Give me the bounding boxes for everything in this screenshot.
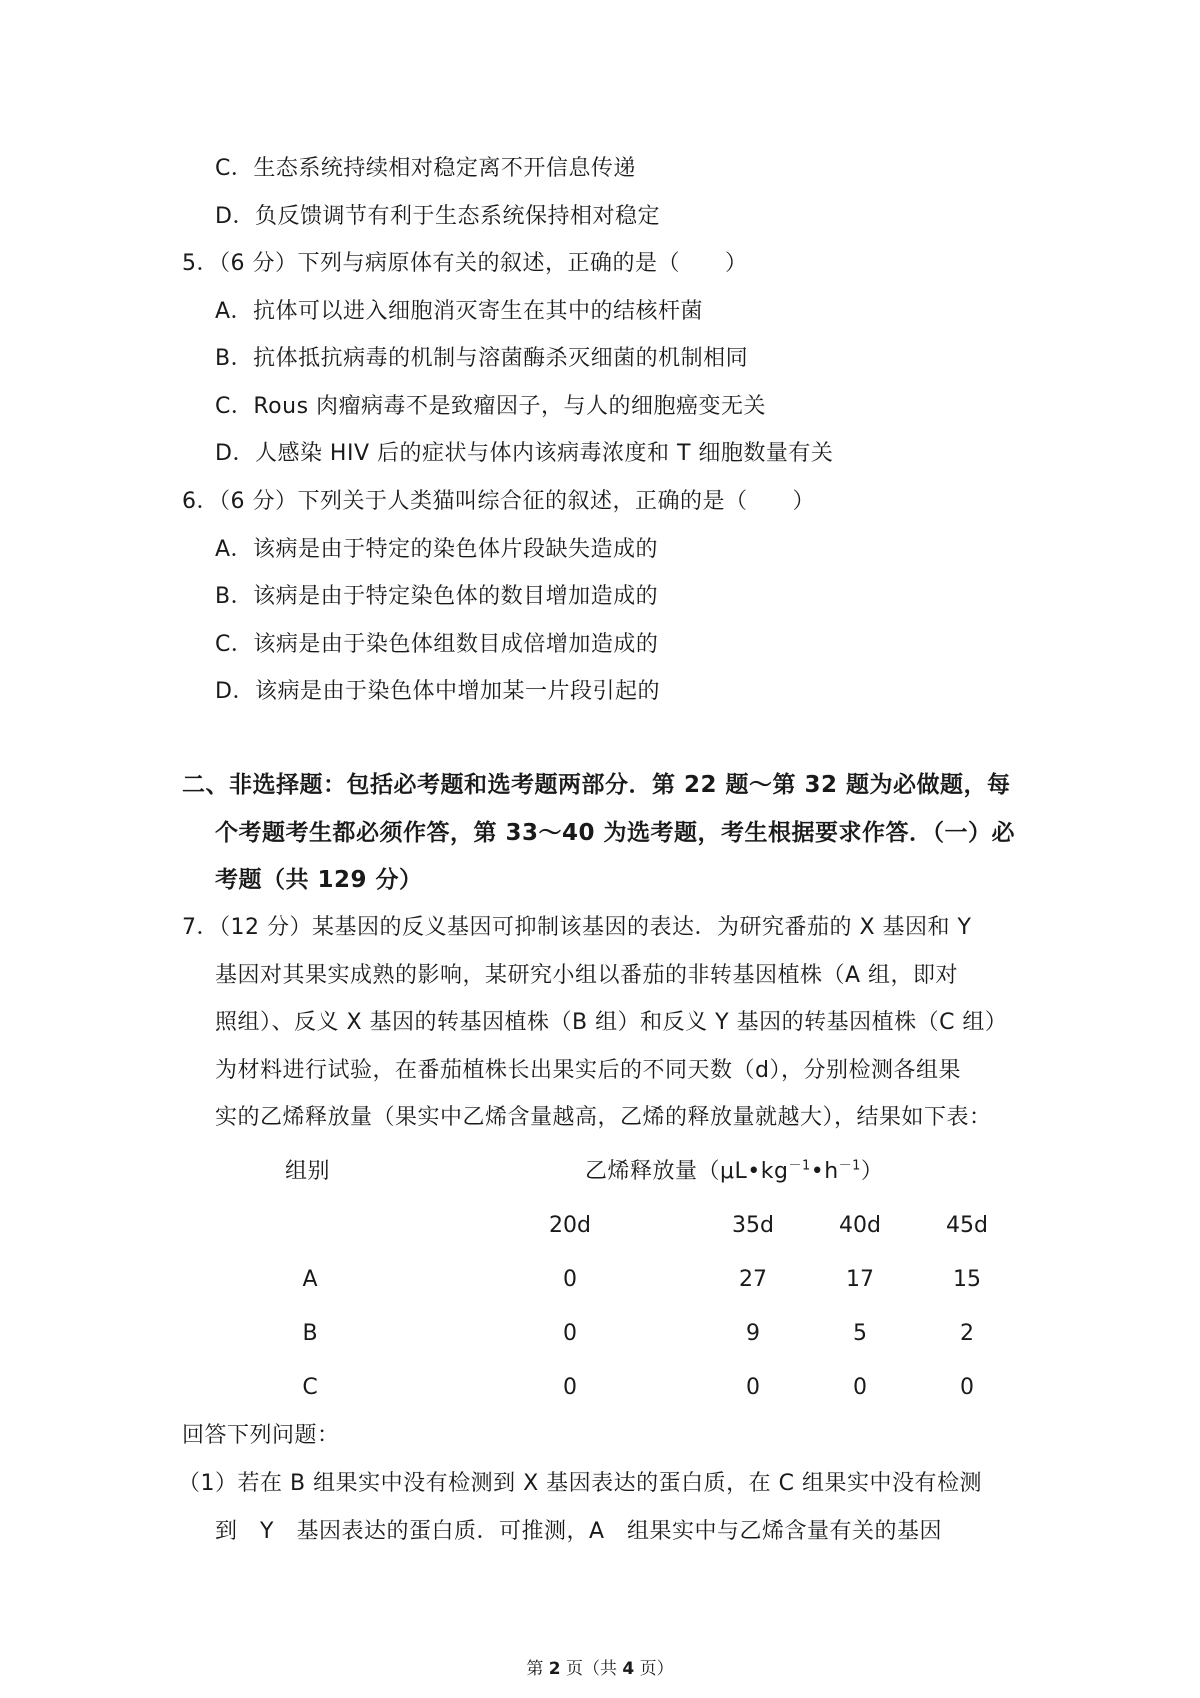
q7-line1: 7．（12 分）某基因的反义基因可抑制该基因的表达．为研究番茄的 X 基因和 Y — [182, 915, 972, 940]
q7-sub1-line2: 到 Y 基因表达的蛋白质．可推测，A 组果实中与乙烯含量有关的基因 — [215, 1519, 942, 1544]
q6-option-a: A．该病是由于特定的染色体片段缺失造成的 — [215, 537, 659, 562]
q7-line2: 基因对其果实成熟的影响，某研究小组以番茄的非转基因植株（A 组，即对 — [215, 963, 959, 988]
q7-line3: 照组）、反义 X 基因的转基因植株（B 组）和反义 Y 基因的转基因植株（C 组） — [215, 1010, 1008, 1035]
table-header-group: 组别 — [285, 1159, 331, 1184]
table-cell: 0 — [746, 1375, 760, 1400]
table-day-header: 40d — [839, 1213, 881, 1238]
q5-option-a: A．抗体可以进入细胞消灭寄生在其中的结核杆菌 — [215, 299, 704, 324]
table-row-group: C — [302, 1375, 318, 1400]
table-cell: 2 — [960, 1321, 974, 1346]
answer-intro: 回答下列问题： — [182, 1423, 340, 1448]
table-cell: 0 — [853, 1375, 867, 1400]
table-cell: 0 — [563, 1267, 577, 1292]
table-day-header: 45d — [946, 1213, 988, 1238]
table-header-measure: 乙烯释放量$(\mu L•kg^{-1}•h^{-1})$ — [585, 1158, 884, 1184]
table-day-header: 20d — [549, 1213, 591, 1238]
table-cell: 0 — [563, 1321, 577, 1346]
table-day-header: 35d — [732, 1213, 774, 1238]
section2-heading-line2: 个考题考生都必须作答，第 33～40 为选考题，考生根据要求作答．（一）必 — [215, 820, 1016, 846]
q5-option-c: C．Rous 肉瘤病毒不是致瘤因子，与人的细胞癌变无关 — [215, 394, 767, 419]
table-cell: 9 — [746, 1321, 760, 1346]
q7-line4: 为材料进行试验，在番茄植株长出果实后的不同天数（d），分别检测各组果 — [215, 1058, 961, 1083]
q6-option-b: B．该病是由于特定染色体的数目增加造成的 — [215, 584, 659, 609]
section2-heading-line1: 二、非选择题：包括必考题和选考题两部分．第 22 题～第 32 题为必做题，每 — [182, 772, 1011, 798]
q5-option-b: B．抗体抵抗病毒的机制与溶菌酶杀灭细菌的机制相同 — [215, 346, 749, 371]
q5-option-d: D．人感染 HIV 后的症状与体内该病毒浓度和 T 细胞数量有关 — [215, 441, 834, 466]
table-cell: 17 — [846, 1267, 874, 1292]
q6-option-c: C．该病是由于染色体组数目成倍增加造成的 — [215, 632, 659, 657]
section2-heading-line3: 考题（共 129 分） — [215, 867, 423, 893]
q4-option-d: D．负反馈调节有利于生态系统保持相对稳定 — [215, 204, 660, 229]
table-row-group: B — [302, 1321, 318, 1346]
table-row-group: A — [302, 1267, 318, 1292]
table-cell: 0 — [960, 1375, 974, 1400]
q6-option-d: D．该病是由于染色体中增加某一片段引起的 — [215, 679, 660, 704]
table-cell: 5 — [853, 1321, 867, 1346]
q7-sub1-line1: （1）若在 B 组果实中没有检测到 X 基因表达的蛋白质，在 C 组果实中没有检测 — [178, 1471, 982, 1496]
page-footer: 第 2 页（共 4 页） — [526, 1659, 674, 1679]
q4-option-c: C．生态系统持续相对稳定离不开信息传递 — [215, 156, 636, 181]
table-cell: 15 — [953, 1267, 981, 1292]
table-cell: 27 — [739, 1267, 767, 1292]
q5-stem: 5．（6 分）下列与病原体有关的叙述，正确的是（ ） — [182, 251, 748, 276]
q6-stem: 6．（6 分）下列关于人类猫叫综合征的叙述，正确的是（ ） — [182, 489, 815, 514]
table-cell: 0 — [563, 1375, 577, 1400]
q7-line5: 实的乙烯释放量（果实中乙烯含量越高，乙烯的释放量就越大），结果如下表： — [215, 1105, 992, 1130]
